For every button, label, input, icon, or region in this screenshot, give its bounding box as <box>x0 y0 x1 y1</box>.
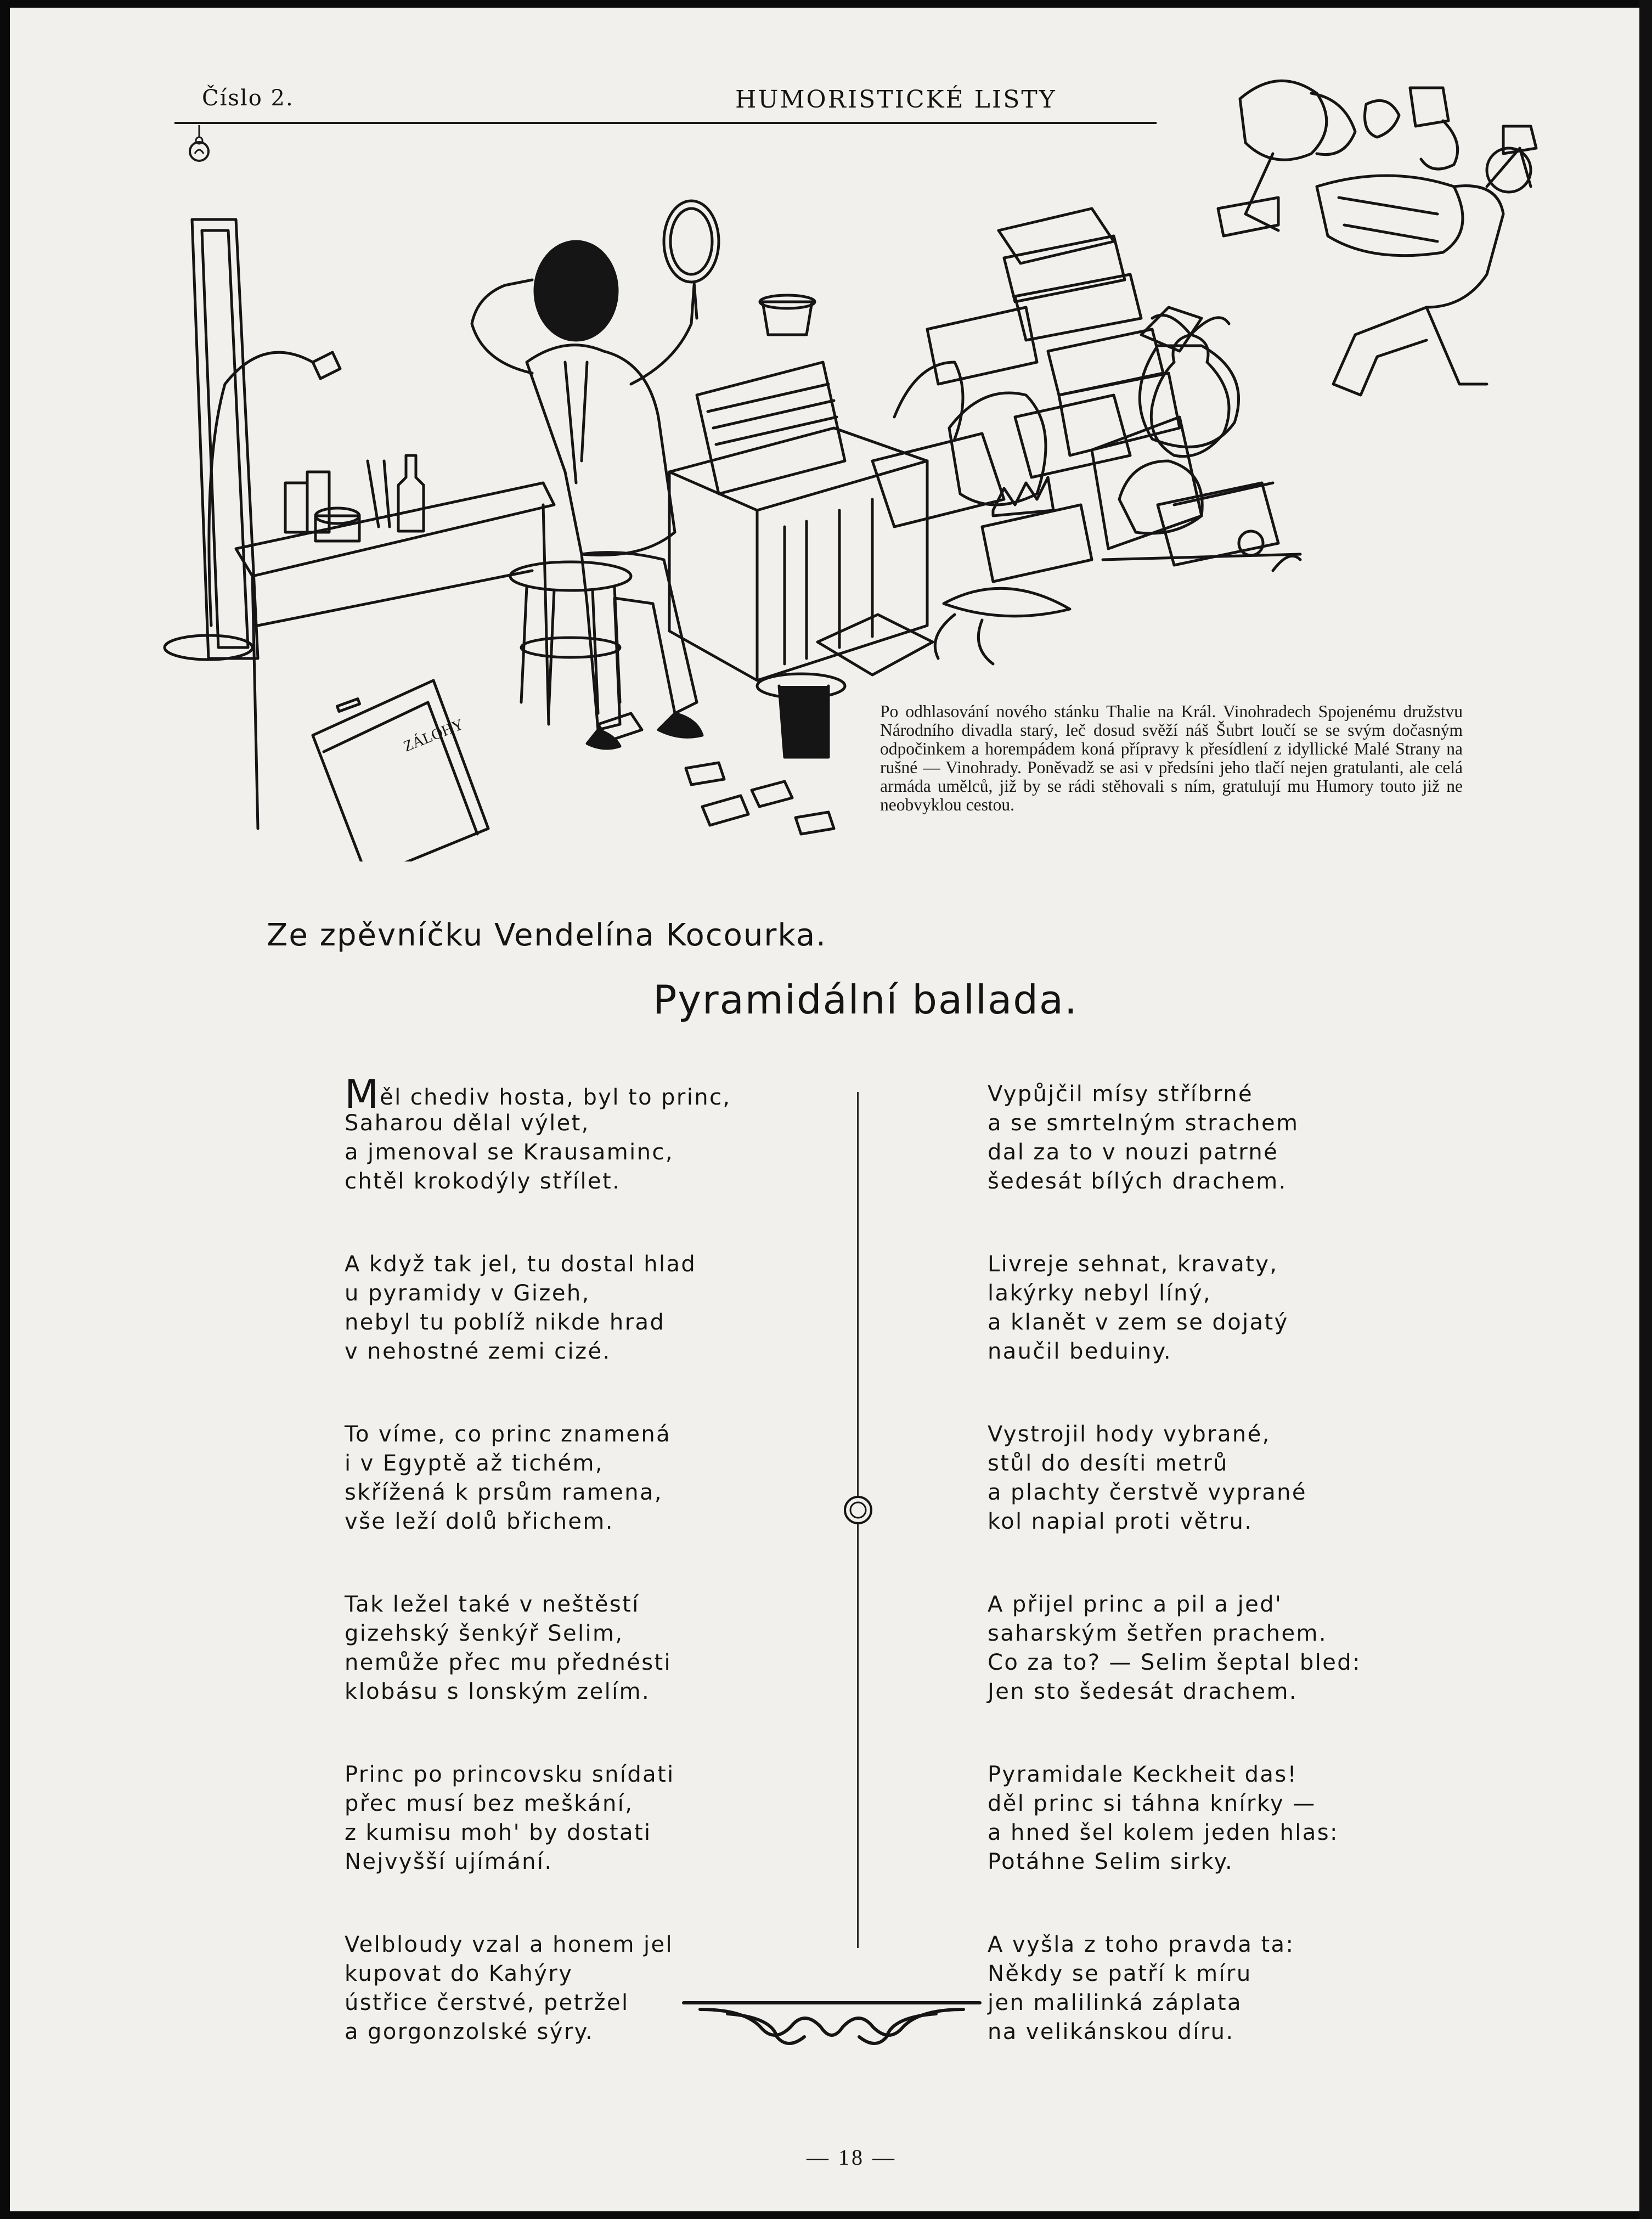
poem-line: Potáhne Selim sirky. <box>988 1849 1234 1874</box>
poem-source: Ze zpěvníčku Vendelína Kocourka. <box>267 917 827 953</box>
poem-line: Co za to? — Selim šeptal bled: <box>988 1650 1361 1675</box>
poem-line: dal za to v nouzi patrné <box>988 1140 1279 1165</box>
poem-line: A přijel princ a pil a jed' <box>988 1592 1283 1617</box>
poem-column-left <box>345 1071 783 2100</box>
poem-line: z kumisu moh' by dostati <box>345 1820 652 1845</box>
poem-line: kol napial proti větru. <box>988 1509 1253 1534</box>
poem-line: Vystrojil hody vybrané, <box>988 1422 1271 1447</box>
stanza-10 <box>988 1590 1427 1707</box>
poem-line: naučil beduiny. <box>988 1339 1172 1364</box>
drop-cap: M <box>345 1071 379 1117</box>
poem-line: gizehský šenkýř Selim, <box>345 1621 624 1646</box>
poem-line: klobásu s lonským zelím. <box>345 1679 651 1704</box>
poem-line: i v Egyptě až tichém, <box>345 1451 604 1476</box>
poem-line: Livreje sehnat, kravaty, <box>988 1252 1278 1277</box>
poem-line: šedesát bílých drachem. <box>988 1169 1287 1194</box>
stanza-4 <box>345 1590 783 1707</box>
poem-line: Někdy se patří k míru <box>988 1961 1252 1986</box>
poem-line: děl princ si táhna knírky — <box>988 1791 1316 1816</box>
stanza-11 <box>988 1760 1427 1877</box>
poem-line: Princ po princovsku snídati <box>345 1762 675 1787</box>
illustration-caption: Po odhlasování nového stánku Thalie na Král. Vinohradech Spojenému družstvu Národního divadla starý, leč dosud svěží náš Šubrt loučí se se svým dočasným odpočinkem a horempádem koná přípravy k přesídlení z idyllické Malé Strany na rušné — Vinohrady. Poněvadž se asi v předsíni jeho tlačí nejen gratulanti, ale celá armáda umělců, již by se rádi stěhovali s ním, gratulují mu Humory touto již ne neobvyklou cestou. <box>880 702 1463 814</box>
poem-line: Saharou dělal výlet, <box>345 1111 590 1136</box>
poem-line: a jmenoval se Krausaminc, <box>345 1140 674 1165</box>
scan-edge <box>1639 0 1652 2219</box>
poem-line: nemůže přec mu přednésti <box>345 1650 672 1675</box>
stanza-1 <box>345 1071 783 1196</box>
stanza-12 <box>988 1930 1427 2047</box>
poem-line: lakýrky nebyl líný, <box>988 1281 1212 1306</box>
poem-line: Jen sto šedesát drachem. <box>988 1679 1298 1704</box>
book-label: ZÁLOHY <box>401 716 466 756</box>
poem-line: a se smrtelným strachem <box>988 1111 1299 1136</box>
poem-line: Nejvyšší ujímání. <box>345 1849 553 1874</box>
poem-line: A když tak jel, tu dostal hlad <box>345 1252 697 1277</box>
poem-line: kupovat do Kahýry <box>345 1961 573 1986</box>
stanza-9 <box>988 1420 1427 1536</box>
poem-line: Velbloudy vzal a honem jel <box>345 1932 674 1957</box>
poem-line: a gorgonzolské sýry. <box>345 2019 594 2045</box>
stanza-5 <box>345 1760 783 1877</box>
poem-line: Pyramidale Keckheit das! <box>988 1762 1298 1787</box>
issue-number: Číslo 2. <box>202 86 294 111</box>
poem-line: ústřice čerstvé, petržel <box>345 1990 629 2015</box>
poem-line: Měl chediv hosta, byl to princ, <box>345 1071 731 1117</box>
poem-line: A vyšla z toho pravda ta: <box>988 1932 1295 1957</box>
decorative-flourish-icon <box>678 1993 985 2053</box>
poem-line: a hned šel kolem jeden hlas: <box>988 1820 1339 1845</box>
poem-line: přec musí bez meškání, <box>345 1791 634 1816</box>
poem-line: skřížená k prsům ramena, <box>345 1480 663 1505</box>
stanza-8 <box>988 1250 1427 1366</box>
stanza-3 <box>345 1420 783 1536</box>
poem-line: u pyramidy v Gizeh, <box>345 1281 590 1306</box>
poem-line: a klanět v zem se dojatý <box>988 1310 1289 1335</box>
poem-line: chtěl krokodýly střílet. <box>345 1169 621 1194</box>
poem-column-right <box>988 1080 1427 2100</box>
poem-line: vše leží dolů břichem. <box>345 1509 614 1534</box>
poem-line: Tak ležel také v neštěstí <box>345 1592 640 1617</box>
stanza-2 <box>345 1250 783 1366</box>
poem-line: saharským šetřen prachem. <box>988 1621 1327 1646</box>
magazine-title: HUMORISTICKÉ LISTY <box>735 86 1057 114</box>
poem-line: a plachty čerstvě vyprané <box>988 1480 1307 1505</box>
poem-line: stůl do desíti metrů <box>988 1451 1228 1476</box>
poem-title: Pyramidální ballada. <box>653 977 1078 1023</box>
poem-line: nebyl tu poblíž nikde hrad <box>345 1310 666 1335</box>
poem-line: To víme, co princ znamená <box>345 1422 672 1447</box>
poem-line: na velikánskou díru. <box>988 2019 1234 2045</box>
page-number: — 18 — <box>807 2145 897 2170</box>
poem-line: jen malilinká záplata <box>988 1990 1242 2015</box>
poem-line: Vypůjčil mísy stříbrné <box>988 1082 1254 1107</box>
stanza-7 <box>988 1080 1427 1196</box>
ring-ornament-icon <box>843 1495 873 1525</box>
poem-line: v nehostné zemi cizé. <box>345 1339 611 1364</box>
